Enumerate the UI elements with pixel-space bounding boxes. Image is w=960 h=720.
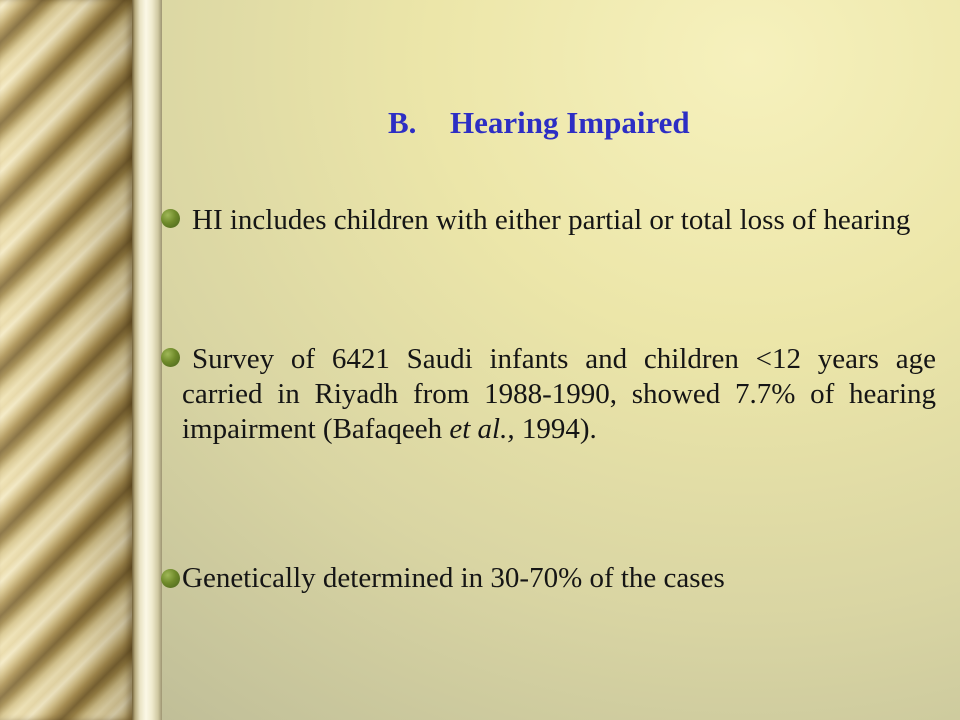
bullet-dot-icon <box>161 348 180 367</box>
bullet-text-italic: et al., <box>449 413 515 445</box>
title-text: Hearing Impaired <box>450 105 690 140</box>
bullet-dot-icon <box>161 209 180 228</box>
bullet-dot-icon <box>161 569 180 588</box>
bullet-item-2 <box>182 342 936 447</box>
bullet-item-1 <box>182 203 936 238</box>
bullet-text: Genetically determined in 30-70% of the cases <box>182 562 725 594</box>
decorative-divider-bar <box>132 0 162 720</box>
bullet-item-3 <box>182 561 936 596</box>
bullet-text: HI includes children with either partial or total loss of hearing <box>192 204 911 236</box>
bullet-text: Survey of 6421 Saudi infants and children <12 years age carried in Riyadh from 1988-1990, showed 7.7% of hearing impairment (Bafaqeeh <box>182 343 936 445</box>
slide-title <box>388 101 808 145</box>
title-section-label: B. <box>388 105 417 140</box>
bullet-text-end: 1994). <box>514 413 597 445</box>
decorative-stripe-band <box>0 0 132 720</box>
